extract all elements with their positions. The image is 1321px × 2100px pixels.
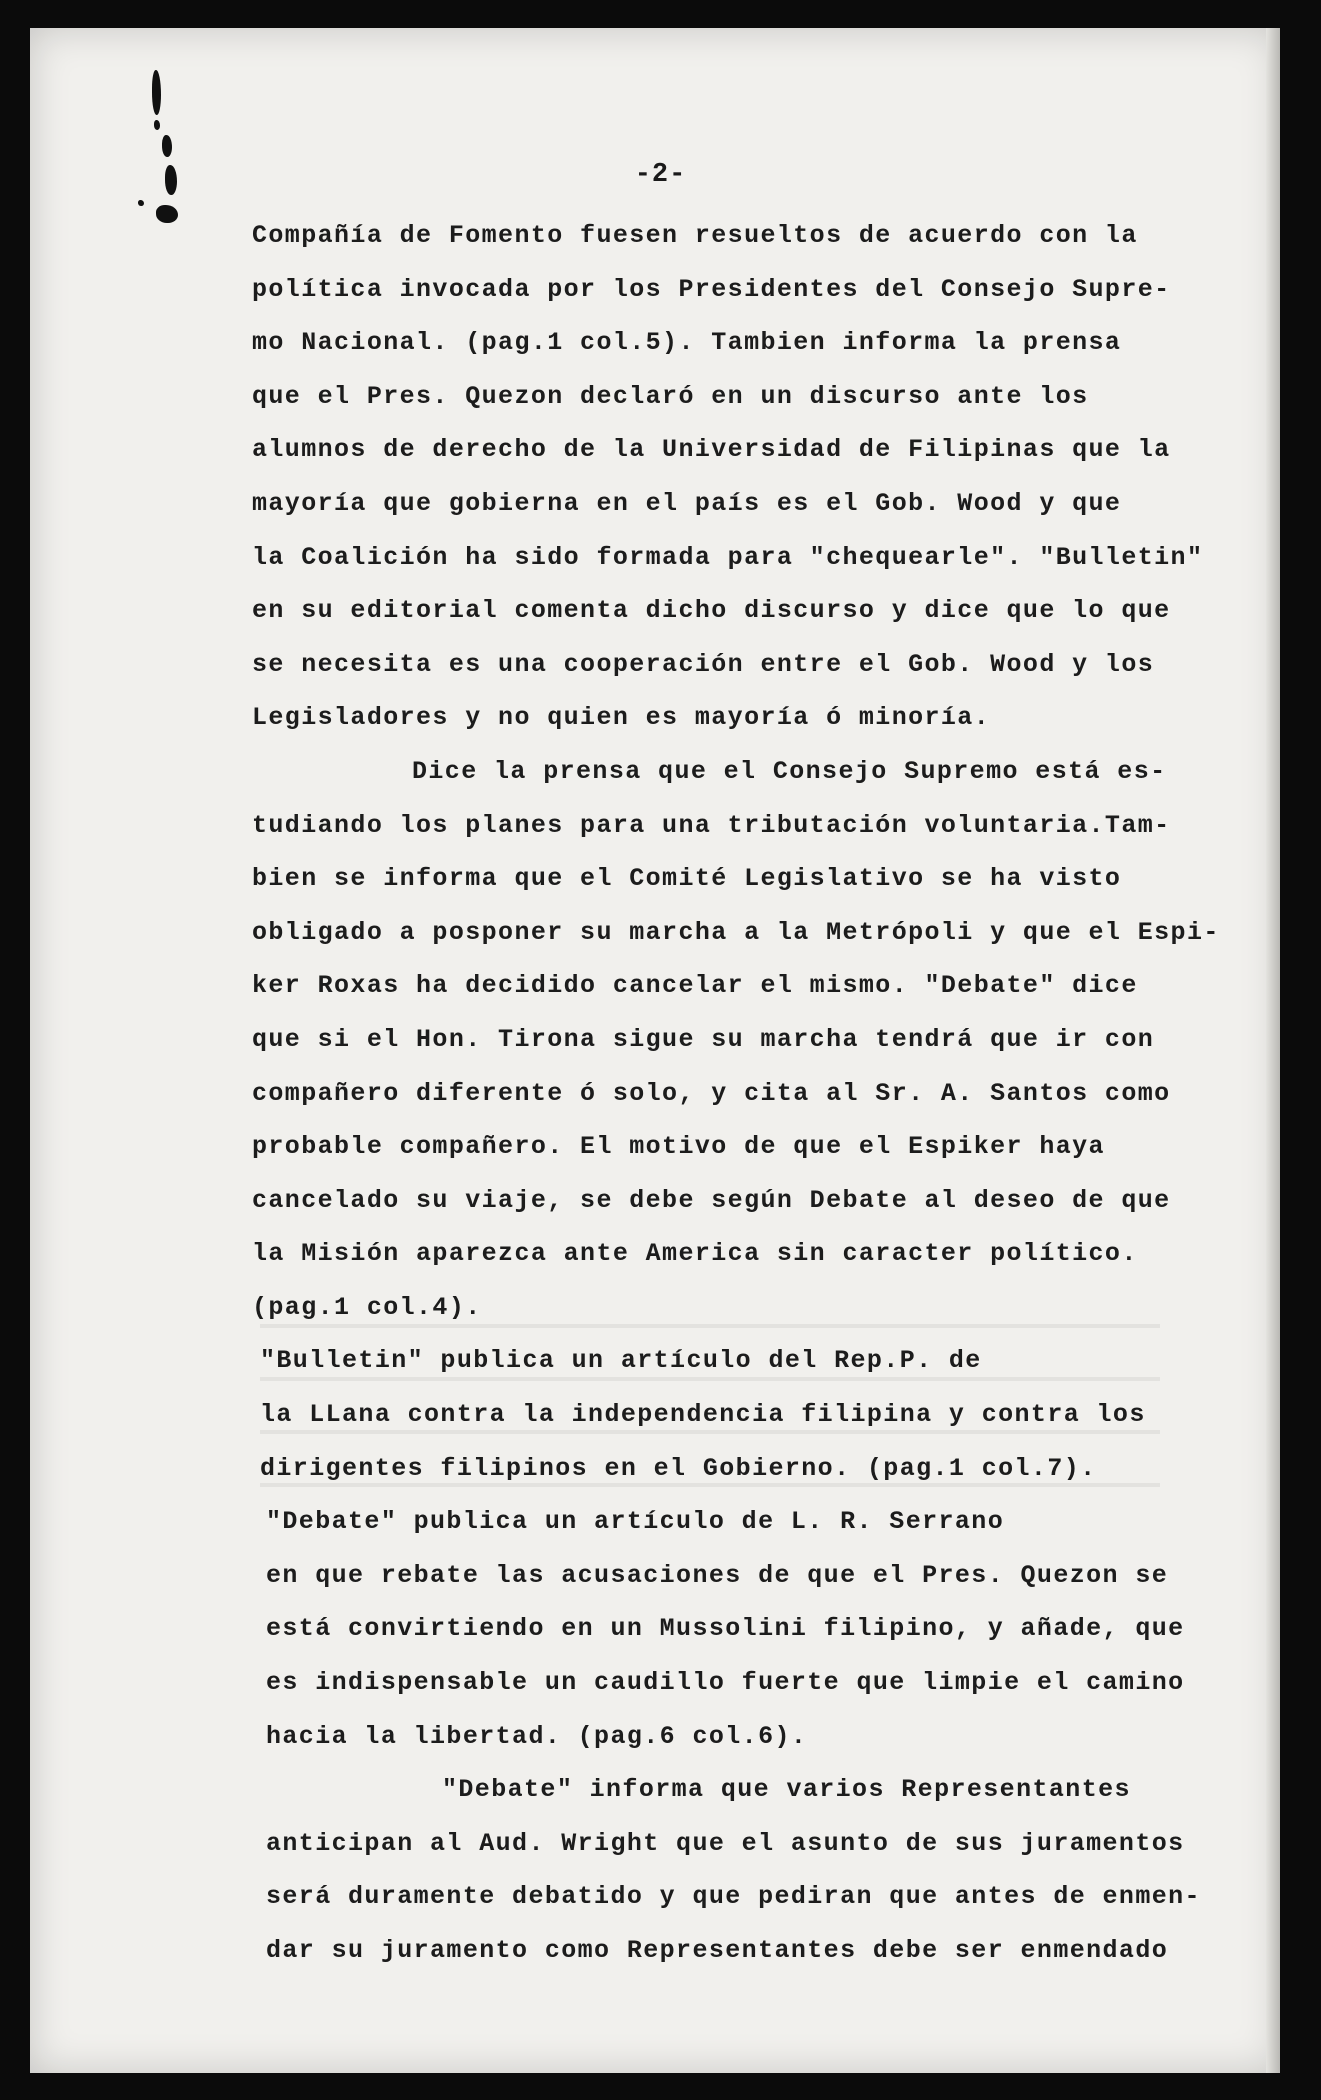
text-line: la Misión aparezca ante America sin caracter político.	[252, 1239, 1138, 1269]
text-line: cancelado su viaje, se debe según Debate al deseo de que	[252, 1185, 1171, 1215]
text-line: mayoría que gobierna en el país es el Gob. Wood y que	[252, 488, 1122, 518]
text-line: Legisladores y no quien es mayoría ó minoría.	[252, 703, 991, 733]
text-line: en que rebate las acusaciones de que el Pres. Quezon se	[266, 1560, 1169, 1590]
text-line: bien se informa que el Comité Legislativo se ha visto	[252, 864, 1122, 894]
binding-holes	[110, 40, 170, 240]
text-line: que si el Hon. Tirona sigue su marcha tendrá que ir con	[252, 1024, 1155, 1054]
text-line: tudiando los planes para una tributación voluntaria.Tam-	[252, 810, 1171, 840]
text-line: (pag.1 col.4).	[252, 1292, 482, 1322]
text-line: se necesita es una cooperación entre el Gob. Wood y los	[252, 649, 1155, 679]
text-line: dirigentes filipinos en el Gobierno. (pag.1 col.7).	[260, 1453, 1097, 1483]
text-line: dar su juramento como Representantes debe ser enmendado	[266, 1936, 1169, 1965]
text-line: anticipan al Aud. Wright que el asunto de sus juramentos	[266, 1828, 1185, 1858]
text-line: la Coalición ha sido formada para "chequearle". "Bulletin"	[252, 542, 1204, 572]
text-line: política invocada por los Presidentes del Consejo Supre-	[252, 274, 1171, 304]
paragraph-start-line: "Debate" publica un artículo de L. R. Serrano	[266, 1507, 1005, 1537]
text-line: será duramente debatido y que pediran que antes de enmen-	[266, 1882, 1201, 1912]
text-line: que el Pres. Quezon declaró en un discurso ante los	[252, 381, 1089, 411]
text-line: mo Nacional. (pag.1 col.5). Tambien informa la prensa	[252, 328, 1122, 358]
document-body	[252, 209, 1252, 1978]
text-line: la LLana contra la independencia filipina y contra los	[260, 1400, 1146, 1430]
page-number: -2-	[634, 160, 687, 190]
text-line: alumnos de derecho de la Universidad de Filipinas que la	[252, 435, 1171, 465]
text-line: está convirtiendo en un Mussolini filipino, y añade, que	[266, 1614, 1185, 1644]
paragraph-start-line: "Debate" informa que varios Representantes	[442, 1775, 1131, 1805]
text-line: Compañía de Fomento fuesen resueltos de acuerdo con la	[252, 221, 1138, 250]
text-line: probable compañero. El motivo de que el Espiker haya	[252, 1132, 1105, 1162]
text-line: es indispensable un caudillo fuerte que limpie el camino	[266, 1668, 1185, 1698]
paragraph-start-line: Dice la prensa que el Consejo Supremo está es-	[412, 756, 1167, 786]
text-line: ker Roxas ha decidido cancelar el mismo. "Debate" dice	[252, 971, 1138, 1001]
text-line: obligado a posponer su marcha a la Metrópoli y que el Espi-	[252, 917, 1220, 947]
paragraph-start-line: "Bulletin" publica un artículo del Rep.P. de	[260, 1346, 982, 1376]
paper-edge	[1266, 28, 1280, 2073]
text-line: compañero diferente ó solo, y cita al Sr. A. Santos como	[252, 1078, 1171, 1108]
text-line: en su editorial comenta dicho discurso y dice que lo que	[252, 596, 1171, 626]
text-line: hacia la libertad. (pag.6 col.6).	[266, 1721, 808, 1751]
